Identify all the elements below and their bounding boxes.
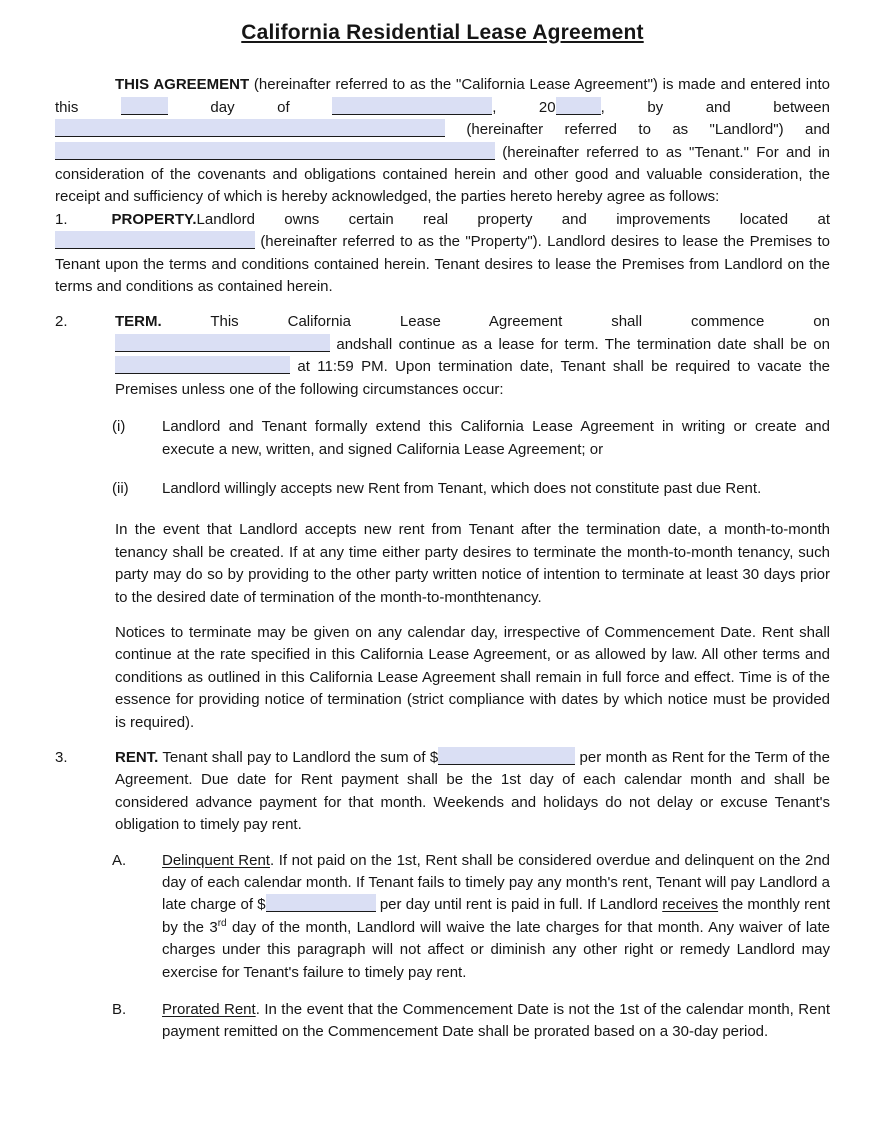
section-term-body <box>115 334 830 401</box>
section-rent-seg1: Tenant shall pay to Landlord the sum of $ <box>158 748 439 766</box>
section-property <box>55 209 830 299</box>
section-rent-heading: RENT. <box>115 748 159 766</box>
intro-seg5: (hereinafter referred to as "Landlord") and <box>445 121 830 139</box>
termination-date-field[interactable] <box>115 356 290 374</box>
month-field[interactable] <box>332 97 492 115</box>
rent-delinquent-receives: receives <box>662 896 719 914</box>
term-item-ii <box>112 478 830 500</box>
late-charge-field[interactable] <box>266 894 376 912</box>
intro-lead: THIS AGREEMENT <box>115 76 250 94</box>
rent-prorated-lead: Prorated Rent <box>162 1001 256 1019</box>
intro-seg3: , 20 <box>492 98 556 116</box>
term-month-to-month-paragraph: In the event that Landlord accepts new rent from Tenant after the termination date, a month-to-month tenancy shall be created. If at any time either party desires to terminate the month-to-month tenancy, such party may do so by providing to the other party written notice of intention to terminate at least 30 days prior to the desired date of termination of the month-to-monthtenancy. <box>115 521 830 606</box>
section-rent-seg2: per month as Rent for the Term of the Agreement. Due date for Rent payment shall be the 1st day of each calendar month and shall be considered advance payment for that month. Weekends and holidays do not delay or excuse Tenant's obligation to timely pay rent. <box>115 748 830 834</box>
section-term-heading-line <box>115 311 830 333</box>
rent-delinquent-item <box>112 850 830 984</box>
section-rent-number: 3. <box>55 748 68 766</box>
term-item-i-text: Landlord and Tenant formally extend this California Lease Agreement in writing or create and execute a new, written, and signed California Lease Agreement; or <box>162 418 830 458</box>
intro-paragraph <box>55 74 830 208</box>
section-term-seg2: at 11:59 PM. Upon termination date, Tenant shall be required to vacate the Premises unless one of the following circumstances occur: <box>115 358 830 398</box>
section-term-heading-rest: This California Lease Agreement shall commence on <box>210 313 830 331</box>
section-property-seg1: Landlord owns certain real property and improvements located at <box>196 210 830 228</box>
property-address-field[interactable] <box>55 231 255 249</box>
rent-delinquent-ordinal-suffix: rd <box>217 917 227 929</box>
rent-delinquent-seg2: per day until rent is paid in full. If Landlord <box>375 896 663 914</box>
document-title: California Residential Lease Agreement <box>241 21 644 44</box>
intro-seg1: (hereinafter referred to as the "California Lease Agreement") is made and entered into this <box>55 76 830 116</box>
intro-seg4: , by and between <box>600 98 830 116</box>
rent-prorated-seg1: . In the event that the Commencement Date is not the 1st of the calendar month, Rent payment remitted on the Commencement Date shall be prorated based on a 30-day period. <box>162 1001 830 1041</box>
section-term <box>55 311 830 401</box>
intro-seg6: (hereinafter referred to as "Tenant." For and in consideration of the covenants and obligations contained herein and other good and valuable consideration, the receipt and sufficiency of which is hereby acknowledged, the parties hereto hereby agree as follows: <box>55 143 830 206</box>
section-term-seg1: andshall continue as a lease for term. The termination date shall be on <box>330 335 830 353</box>
year-field[interactable] <box>556 97 601 115</box>
rent-delinquent-marker: A. <box>112 851 127 869</box>
intro-seg2: day of <box>167 98 333 116</box>
day-field[interactable] <box>121 97 168 115</box>
rent-delinquent-lead: Delinquent Rent <box>162 851 270 869</box>
rent-delinquent-seg1: . If not paid on the 1st, Rent shall be considered overdue and delinquent on the 2nd day of each calendar month. If Tenant fails to timely pay any month's rent, Tenant will pay Landlord a late charge of $ <box>162 851 830 914</box>
commencement-date-field[interactable] <box>115 334 330 352</box>
section-property-number: 1. <box>55 210 68 228</box>
section-rent <box>55 747 830 837</box>
section-term-heading: TERM. <box>115 313 162 331</box>
term-item-i-marker: (i) <box>112 418 126 436</box>
tenant-name-field[interactable] <box>55 142 495 160</box>
monthly-rent-field[interactable] <box>438 747 575 765</box>
section-property-seg2: (hereinafter referred to as the "Property"). Landlord desires to lease the Premises to Tenant upon the terms and conditions contained herein. Tenant desires to lease the Premises from Landlord on the terms and conditions as contained herein. <box>55 233 830 296</box>
landlord-name-field[interactable] <box>55 119 445 137</box>
section-term-number: 2. <box>55 313 68 331</box>
term-item-ii-text: Landlord willingly accepts new Rent from Tenant, which does not constitute past due Rent. <box>162 479 762 497</box>
term-notices-paragraph: Notices to terminate may be given on any calendar day, irrespective of Commencement Date. Rent shall continue at the rate specified in this California Lease Agreement, or as allowed by law. All other terms and conditions as outlined in this California Lease Agreement shall remain in full force and effect. Time is of the essence for providing notice of termination (strict compliance with dates by which notice must be provided is required). <box>115 623 830 731</box>
rent-prorated-marker: B. <box>112 1001 127 1019</box>
term-item-i <box>112 416 830 461</box>
term-item-ii-marker: (ii) <box>112 479 129 497</box>
rent-delinquent-seg4: day of the month, Landlord will waive the late charges for that month. Any waiver of late charges under this paragraph will not affect or diminish any other right or remedy Landlord may exercise for Tenant's failure to timely pay rent. <box>162 918 831 981</box>
section-property-heading: PROPERTY. <box>111 210 197 228</box>
rent-prorated-item <box>112 999 830 1044</box>
rent-delinquent-seg3: the monthly rent by the 3 <box>162 896 831 936</box>
